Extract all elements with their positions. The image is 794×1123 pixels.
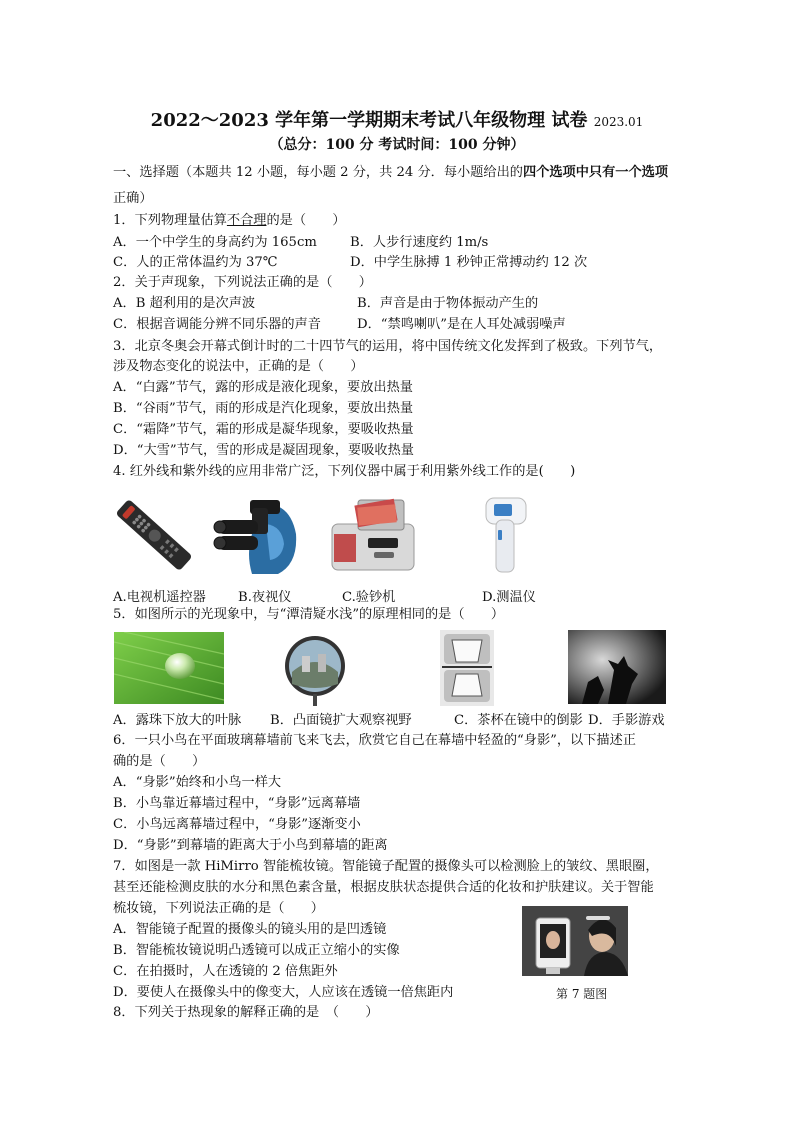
q2-option-c: C．根据音调能分辨不同乐器的声音 bbox=[113, 317, 321, 332]
q5-option-c: C．茶杯在镜中的倒影 bbox=[454, 713, 583, 728]
q2-option-d: D．“禁鸣喇叭”是在人耳处减弱噪声 bbox=[357, 317, 566, 332]
remote-control-image bbox=[114, 496, 194, 574]
teacup-reflection-image bbox=[440, 630, 494, 706]
section-intro-end: 正确） bbox=[113, 191, 153, 206]
q6-option-a: A．“身影”始终和小鸟一样大 bbox=[113, 775, 282, 790]
question-7-stem-line3: 梳妆镜，下列说法正确的是（ ） bbox=[113, 901, 324, 916]
q1-option-b: B．人步行速度约 1m/s bbox=[350, 235, 489, 250]
exam-subtitle: （总分：100 分 考试时间：100 分钟） bbox=[269, 137, 525, 153]
q1-stem-underlined: 不合理 bbox=[226, 213, 267, 228]
convex-mirror-image bbox=[280, 632, 350, 706]
q3-option-a: A．“白露”节气，露的形成是液化现象，要放出热量 bbox=[113, 380, 413, 395]
q7-option-b: B．智能梳妆镜说明凸透镜可以成正立缩小的实像 bbox=[113, 943, 400, 958]
q1-option-a: A．一个中学生的身高约为 165cm bbox=[113, 235, 317, 250]
q7-option-d: D．要使人在摄像头中的像变大，人应该在透镜一倍焦距内 bbox=[113, 985, 454, 1000]
q6-option-c: C．小鸟远离幕墙过程中，“身影”逐渐变小 bbox=[113, 817, 361, 832]
question-8-stem: 8．下列关于热现象的解释正确的是 （ ） bbox=[113, 1005, 379, 1020]
q3-option-c: C．“霜降”节气，霜的形成是凝华现象，要吸收热量 bbox=[113, 422, 414, 437]
q3-option-b: B．“谷雨”节气，雨的形成是汽化现象，要放出热量 bbox=[113, 401, 414, 416]
smart-mirror-image bbox=[522, 906, 628, 976]
q2-option-b: B．声音是由于物体振动产生的 bbox=[357, 296, 539, 311]
q7-option-c: C．在拍摄时，人在透镜的 2 倍焦距外 bbox=[113, 964, 338, 979]
q3-option-d: D．“大雪”节气，雪的形成是凝固现象，要吸收热量 bbox=[113, 443, 414, 458]
question-6-stem-line1: 6．一只小鸟在平面玻璃幕墙前飞来飞去，欣赏它自己在幕墙中轻盈的“身影”，以下描述正 bbox=[113, 733, 636, 748]
q4-option-a: A.电视机遥控器 bbox=[113, 590, 206, 605]
exam-title bbox=[0, 106, 794, 132]
question-6-stem-line2: 确的是（ ） bbox=[113, 754, 206, 769]
q5-option-d: D．手影游戏 bbox=[588, 713, 665, 728]
q1-option-d: D．中学生脉搏 1 秒钟正常搏动约 12 次 bbox=[350, 255, 588, 270]
q7-option-a: A．智能镜子配置的摄像头的镜头用的是凹透镜 bbox=[113, 922, 387, 937]
q4-option-d: D.测温仪 bbox=[482, 590, 536, 605]
question-4-stem: 4. 红外线和紫外线的应用非常广泛，下列仪器中属于利用紫外线工作的是( ) bbox=[113, 464, 576, 479]
question-3-stem-line2: 涉及物态变化的说法中，正确的是（ ） bbox=[113, 359, 364, 374]
title-text: 2022～2023 学年第一学期期末考试八年级物理 试卷 bbox=[150, 110, 588, 131]
q2-option-a: A．B 超利用的是次声波 bbox=[113, 296, 256, 311]
money-counter-image bbox=[328, 494, 418, 574]
section-intro-part1: 一、选择题（本题共 12 小题，每小题 2 分，共 24 分．每小题给出的 bbox=[113, 165, 523, 180]
thermometer-gun-image bbox=[476, 494, 532, 578]
hand-shadow-image bbox=[568, 630, 666, 704]
q1-option-c: C．人的正常体温约为 37℃ bbox=[113, 255, 278, 270]
q6-option-d: D．“身影”到幕墙的距离大于小鸟到幕墙的距离 bbox=[113, 838, 388, 853]
q4-option-c: C.验钞机 bbox=[342, 590, 396, 605]
q4-option-b: B.夜视仪 bbox=[238, 590, 292, 605]
leaf-dewdrop-image bbox=[114, 632, 224, 704]
question-7-stem-line2: 甚至还能检测皮肤的水分和黑色素含量，根据皮肤状态提供合适的化妆和护肤建议。关于智能 bbox=[113, 880, 654, 895]
q5-option-a: A．露珠下放大的叶脉 bbox=[113, 713, 242, 728]
question-2-stem: 2．关于声现象，下列说法正确的是（ ） bbox=[113, 275, 372, 290]
question-5-stem: 5．如图所示的光现象中，与“潭清疑水浅”的原理相同的是（ ） bbox=[113, 607, 505, 622]
section-intro-part2: 四个选项中只有一个选项 bbox=[522, 165, 669, 180]
q1-stem-a: 1．下列物理量估算 bbox=[113, 213, 227, 228]
exam-date: 2023.01 bbox=[593, 115, 644, 129]
question-1-stem bbox=[113, 212, 346, 230]
section-intro bbox=[113, 164, 668, 182]
q7-figure-caption: 第 7 题图 bbox=[556, 987, 608, 1001]
q5-option-b: B．凸面镜扩大观察视野 bbox=[270, 713, 412, 728]
q1-stem-b: 的是（ ） bbox=[266, 213, 346, 228]
question-7-stem-line1: 7．如图是一款 HiMirro 智能梳妆镜。智能镜子配置的摄像头可以检测脸上的皱纹、黑眼圈， bbox=[113, 859, 659, 874]
night-vision-image bbox=[212, 494, 308, 576]
q6-option-b: B．小鸟靠近幕墙过程中，“身影”远离幕墙 bbox=[113, 796, 361, 811]
question-3-stem-line1: 3．北京冬奥会开幕式倒计时的二十四节气的运用，将中国传统文化发挥到了极致。下列节气， bbox=[113, 339, 663, 354]
